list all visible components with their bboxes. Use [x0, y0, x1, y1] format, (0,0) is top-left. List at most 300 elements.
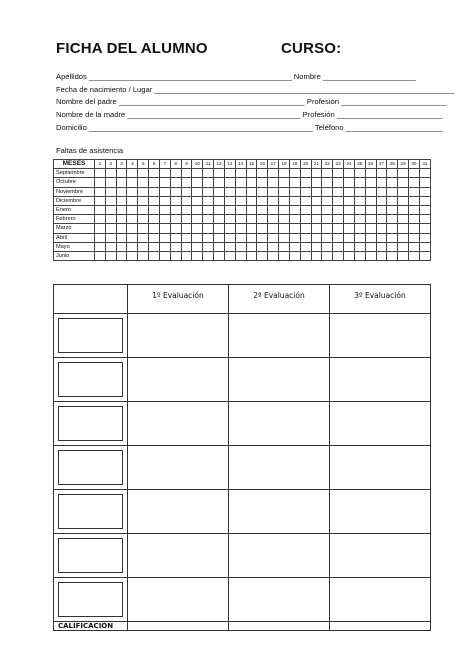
- attendance-cell[interactable]: [354, 252, 365, 261]
- attendance-cell[interactable]: [289, 242, 300, 251]
- attendance-cell[interactable]: [300, 215, 311, 224]
- attendance-cell[interactable]: [116, 252, 127, 261]
- attendance-cell[interactable]: [95, 169, 106, 178]
- domicilio-line[interactable]: _____________________________________________________: [88, 123, 313, 132]
- final-grade-cell[interactable]: [128, 622, 229, 631]
- attendance-cell[interactable]: [289, 233, 300, 242]
- attendance-cell[interactable]: [149, 215, 160, 224]
- attendance-cell[interactable]: [224, 242, 235, 251]
- attendance-cell[interactable]: [224, 187, 235, 196]
- attendance-cell[interactable]: [138, 187, 149, 196]
- attendance-cell[interactable]: [333, 187, 344, 196]
- attendance-cell[interactable]: [235, 178, 246, 187]
- attendance-cell[interactable]: [268, 252, 279, 261]
- attendance-cell[interactable]: [214, 196, 225, 205]
- attendance-cell[interactable]: [365, 196, 376, 205]
- attendance-cell[interactable]: [224, 233, 235, 242]
- attendance-cell[interactable]: [409, 178, 420, 187]
- attendance-cell[interactable]: [300, 196, 311, 205]
- attendance-cell[interactable]: [376, 196, 387, 205]
- attendance-cell[interactable]: [398, 187, 409, 196]
- attendance-cell[interactable]: [149, 233, 160, 242]
- attendance-cell[interactable]: [419, 215, 430, 224]
- attendance-cell[interactable]: [419, 196, 430, 205]
- attendance-cell[interactable]: [116, 187, 127, 196]
- attendance-cell[interactable]: [333, 215, 344, 224]
- attendance-cell[interactable]: [246, 233, 257, 242]
- attendance-cell[interactable]: [300, 187, 311, 196]
- attendance-cell[interactable]: [409, 233, 420, 242]
- attendance-cell[interactable]: [181, 242, 192, 251]
- subject-cell[interactable]: [54, 578, 128, 622]
- attendance-cell[interactable]: [235, 215, 246, 224]
- attendance-cell[interactable]: [181, 196, 192, 205]
- attendance-cell[interactable]: [170, 196, 181, 205]
- attendance-cell[interactable]: [268, 242, 279, 251]
- attendance-cell[interactable]: [138, 215, 149, 224]
- attendance-cell[interactable]: [419, 178, 430, 187]
- attendance-cell[interactable]: [138, 242, 149, 251]
- attendance-cell[interactable]: [333, 178, 344, 187]
- attendance-cell[interactable]: [279, 206, 290, 215]
- attendance-cell[interactable]: [246, 224, 257, 233]
- attendance-cell[interactable]: [289, 169, 300, 178]
- attendance-cell[interactable]: [170, 206, 181, 215]
- attendance-cell[interactable]: [409, 206, 420, 215]
- attendance-cell[interactable]: [311, 233, 322, 242]
- attendance-cell[interactable]: [300, 178, 311, 187]
- attendance-cell[interactable]: [268, 187, 279, 196]
- nacimiento-line[interactable]: _______________________________________________________________________: [154, 85, 455, 94]
- attendance-cell[interactable]: [246, 252, 257, 261]
- attendance-cell[interactable]: [365, 252, 376, 261]
- attendance-cell[interactable]: [246, 215, 257, 224]
- subject-box[interactable]: [58, 582, 123, 617]
- attendance-cell[interactable]: [344, 196, 355, 205]
- attendance-cell[interactable]: [365, 224, 376, 233]
- attendance-cell[interactable]: [279, 196, 290, 205]
- attendance-cell[interactable]: [95, 187, 106, 196]
- attendance-cell[interactable]: [257, 224, 268, 233]
- attendance-cell[interactable]: [311, 178, 322, 187]
- attendance-cell[interactable]: [365, 169, 376, 178]
- attendance-cell[interactable]: [344, 233, 355, 242]
- attendance-cell[interactable]: [149, 178, 160, 187]
- grade-cell[interactable]: [229, 314, 330, 358]
- attendance-cell[interactable]: [127, 233, 138, 242]
- attendance-cell[interactable]: [398, 252, 409, 261]
- attendance-cell[interactable]: [170, 215, 181, 224]
- grade-cell[interactable]: [330, 314, 431, 358]
- attendance-cell[interactable]: [419, 187, 430, 196]
- attendance-cell[interactable]: [224, 196, 235, 205]
- attendance-cell[interactable]: [246, 169, 257, 178]
- attendance-cell[interactable]: [376, 224, 387, 233]
- attendance-cell[interactable]: [311, 242, 322, 251]
- attendance-cell[interactable]: [376, 242, 387, 251]
- attendance-cell[interactable]: [116, 206, 127, 215]
- attendance-cell[interactable]: [300, 233, 311, 242]
- attendance-cell[interactable]: [289, 206, 300, 215]
- attendance-cell[interactable]: [192, 242, 203, 251]
- attendance-cell[interactable]: [224, 206, 235, 215]
- attendance-cell[interactable]: [344, 224, 355, 233]
- attendance-cell[interactable]: [138, 224, 149, 233]
- attendance-cell[interactable]: [257, 252, 268, 261]
- attendance-cell[interactable]: [192, 215, 203, 224]
- attendance-cell[interactable]: [149, 206, 160, 215]
- attendance-cell[interactable]: [159, 196, 170, 205]
- attendance-cell[interactable]: [95, 224, 106, 233]
- attendance-cell[interactable]: [214, 242, 225, 251]
- attendance-cell[interactable]: [203, 169, 214, 178]
- attendance-cell[interactable]: [246, 242, 257, 251]
- attendance-cell[interactable]: [192, 206, 203, 215]
- attendance-cell[interactable]: [127, 252, 138, 261]
- attendance-cell[interactable]: [105, 242, 116, 251]
- attendance-cell[interactable]: [387, 242, 398, 251]
- attendance-cell[interactable]: [344, 187, 355, 196]
- attendance-cell[interactable]: [300, 242, 311, 251]
- attendance-cell[interactable]: [409, 187, 420, 196]
- attendance-cell[interactable]: [365, 233, 376, 242]
- attendance-cell[interactable]: [138, 178, 149, 187]
- attendance-cell[interactable]: [181, 215, 192, 224]
- attendance-cell[interactable]: [409, 169, 420, 178]
- grade-cell[interactable]: [229, 358, 330, 402]
- attendance-cell[interactable]: [333, 196, 344, 205]
- attendance-cell[interactable]: [127, 206, 138, 215]
- grade-cell[interactable]: [330, 446, 431, 490]
- nombre-line[interactable]: ______________________: [322, 72, 416, 81]
- attendance-cell[interactable]: [214, 206, 225, 215]
- attendance-cell[interactable]: [387, 169, 398, 178]
- attendance-cell[interactable]: [105, 169, 116, 178]
- attendance-cell[interactable]: [235, 233, 246, 242]
- grade-cell[interactable]: [128, 578, 229, 622]
- attendance-cell[interactable]: [159, 242, 170, 251]
- attendance-cell[interactable]: [322, 206, 333, 215]
- attendance-cell[interactable]: [419, 206, 430, 215]
- apellidos-line[interactable]: ________________________________________________: [88, 72, 292, 81]
- attendance-cell[interactable]: [419, 233, 430, 242]
- attendance-cell[interactable]: [127, 224, 138, 233]
- attendance-cell[interactable]: [105, 215, 116, 224]
- attendance-cell[interactable]: [268, 178, 279, 187]
- attendance-cell[interactable]: [344, 169, 355, 178]
- attendance-cell[interactable]: [170, 178, 181, 187]
- attendance-cell[interactable]: [279, 178, 290, 187]
- attendance-cell[interactable]: [149, 187, 160, 196]
- attendance-cell[interactable]: [398, 233, 409, 242]
- attendance-cell[interactable]: [203, 233, 214, 242]
- attendance-cell[interactable]: [159, 178, 170, 187]
- attendance-cell[interactable]: [365, 206, 376, 215]
- attendance-cell[interactable]: [203, 196, 214, 205]
- attendance-cell[interactable]: [116, 224, 127, 233]
- attendance-cell[interactable]: [181, 178, 192, 187]
- attendance-cell[interactable]: [354, 206, 365, 215]
- grade-cell[interactable]: [330, 534, 431, 578]
- attendance-cell[interactable]: [95, 252, 106, 261]
- attendance-cell[interactable]: [344, 206, 355, 215]
- attendance-cell[interactable]: [192, 178, 203, 187]
- attendance-cell[interactable]: [203, 206, 214, 215]
- attendance-cell[interactable]: [311, 206, 322, 215]
- grade-cell[interactable]: [229, 402, 330, 446]
- attendance-cell[interactable]: [279, 252, 290, 261]
- grade-cell[interactable]: [128, 314, 229, 358]
- attendance-cell[interactable]: [170, 242, 181, 251]
- attendance-cell[interactable]: [224, 252, 235, 261]
- attendance-cell[interactable]: [203, 178, 214, 187]
- grade-cell[interactable]: [229, 446, 330, 490]
- attendance-cell[interactable]: [214, 178, 225, 187]
- attendance-cell[interactable]: [365, 242, 376, 251]
- attendance-cell[interactable]: [192, 187, 203, 196]
- attendance-cell[interactable]: [95, 206, 106, 215]
- final-grade-cell[interactable]: [229, 622, 330, 631]
- attendance-cell[interactable]: [376, 187, 387, 196]
- attendance-cell[interactable]: [192, 196, 203, 205]
- subject-cell[interactable]: [54, 402, 128, 446]
- attendance-cell[interactable]: [203, 187, 214, 196]
- attendance-cell[interactable]: [311, 169, 322, 178]
- madre-line[interactable]: _________________________________________: [127, 110, 301, 119]
- attendance-cell[interactable]: [203, 242, 214, 251]
- attendance-cell[interactable]: [235, 252, 246, 261]
- grade-cell[interactable]: [128, 358, 229, 402]
- attendance-cell[interactable]: [300, 206, 311, 215]
- attendance-cell[interactable]: [138, 252, 149, 261]
- attendance-cell[interactable]: [224, 169, 235, 178]
- attendance-cell[interactable]: [268, 196, 279, 205]
- attendance-cell[interactable]: [214, 252, 225, 261]
- attendance-cell[interactable]: [289, 215, 300, 224]
- attendance-cell[interactable]: [127, 178, 138, 187]
- attendance-cell[interactable]: [257, 233, 268, 242]
- attendance-cell[interactable]: [181, 206, 192, 215]
- grade-cell[interactable]: [229, 578, 330, 622]
- attendance-cell[interactable]: [279, 215, 290, 224]
- attendance-cell[interactable]: [333, 224, 344, 233]
- subject-cell[interactable]: [54, 314, 128, 358]
- attendance-cell[interactable]: [387, 178, 398, 187]
- attendance-cell[interactable]: [203, 215, 214, 224]
- attendance-cell[interactable]: [127, 187, 138, 196]
- attendance-cell[interactable]: [398, 169, 409, 178]
- attendance-cell[interactable]: [181, 169, 192, 178]
- attendance-cell[interactable]: [95, 233, 106, 242]
- attendance-cell[interactable]: [268, 206, 279, 215]
- attendance-cell[interactable]: [279, 233, 290, 242]
- attendance-cell[interactable]: [224, 178, 235, 187]
- attendance-cell[interactable]: [376, 215, 387, 224]
- grade-cell[interactable]: [330, 578, 431, 622]
- attendance-cell[interactable]: [149, 169, 160, 178]
- attendance-cell[interactable]: [333, 252, 344, 261]
- attendance-cell[interactable]: [344, 252, 355, 261]
- attendance-cell[interactable]: [398, 242, 409, 251]
- attendance-cell[interactable]: [170, 224, 181, 233]
- attendance-cell[interactable]: [344, 178, 355, 187]
- attendance-cell[interactable]: [95, 196, 106, 205]
- attendance-cell[interactable]: [95, 242, 106, 251]
- attendance-cell[interactable]: [311, 215, 322, 224]
- attendance-cell[interactable]: [365, 178, 376, 187]
- attendance-cell[interactable]: [289, 196, 300, 205]
- attendance-cell[interactable]: [376, 233, 387, 242]
- attendance-cell[interactable]: [138, 169, 149, 178]
- attendance-cell[interactable]: [387, 196, 398, 205]
- attendance-cell[interactable]: [95, 215, 106, 224]
- attendance-cell[interactable]: [159, 215, 170, 224]
- attendance-cell[interactable]: [289, 224, 300, 233]
- attendance-cell[interactable]: [105, 224, 116, 233]
- subject-cell[interactable]: [54, 490, 128, 534]
- attendance-cell[interactable]: [138, 196, 149, 205]
- attendance-cell[interactable]: [322, 187, 333, 196]
- attendance-cell[interactable]: [95, 178, 106, 187]
- attendance-cell[interactable]: [181, 233, 192, 242]
- attendance-cell[interactable]: [333, 242, 344, 251]
- attendance-cell[interactable]: [116, 178, 127, 187]
- attendance-cell[interactable]: [398, 224, 409, 233]
- attendance-cell[interactable]: [387, 187, 398, 196]
- attendance-cell[interactable]: [257, 215, 268, 224]
- attendance-cell[interactable]: [116, 233, 127, 242]
- attendance-cell[interactable]: [376, 169, 387, 178]
- attendance-cell[interactable]: [105, 178, 116, 187]
- subject-box[interactable]: [58, 318, 123, 353]
- attendance-cell[interactable]: [181, 224, 192, 233]
- attendance-cell[interactable]: [170, 233, 181, 242]
- attendance-cell[interactable]: [409, 215, 420, 224]
- grade-cell[interactable]: [330, 490, 431, 534]
- attendance-cell[interactable]: [322, 196, 333, 205]
- attendance-cell[interactable]: [149, 196, 160, 205]
- attendance-cell[interactable]: [354, 187, 365, 196]
- attendance-cell[interactable]: [419, 252, 430, 261]
- attendance-cell[interactable]: [257, 187, 268, 196]
- attendance-cell[interactable]: [322, 252, 333, 261]
- attendance-cell[interactable]: [105, 187, 116, 196]
- attendance-cell[interactable]: [398, 196, 409, 205]
- attendance-cell[interactable]: [322, 242, 333, 251]
- attendance-cell[interactable]: [257, 242, 268, 251]
- subject-box[interactable]: [58, 406, 123, 441]
- grade-cell[interactable]: [128, 490, 229, 534]
- attendance-cell[interactable]: [149, 224, 160, 233]
- attendance-cell[interactable]: [127, 169, 138, 178]
- attendance-cell[interactable]: [409, 242, 420, 251]
- telefono-line[interactable]: _______________________: [345, 123, 443, 132]
- attendance-cell[interactable]: [116, 169, 127, 178]
- attendance-cell[interactable]: [181, 187, 192, 196]
- subject-cell[interactable]: [54, 534, 128, 578]
- attendance-cell[interactable]: [311, 196, 322, 205]
- attendance-cell[interactable]: [365, 215, 376, 224]
- attendance-cell[interactable]: [354, 178, 365, 187]
- attendance-cell[interactable]: [159, 252, 170, 261]
- subject-cell[interactable]: [54, 358, 128, 402]
- attendance-cell[interactable]: [170, 252, 181, 261]
- attendance-cell[interactable]: [127, 242, 138, 251]
- attendance-cell[interactable]: [387, 206, 398, 215]
- grade-cell[interactable]: [128, 534, 229, 578]
- attendance-cell[interactable]: [398, 178, 409, 187]
- attendance-cell[interactable]: [354, 169, 365, 178]
- attendance-cell[interactable]: [398, 206, 409, 215]
- attendance-cell[interactable]: [246, 178, 257, 187]
- attendance-cell[interactable]: [224, 215, 235, 224]
- attendance-cell[interactable]: [116, 196, 127, 205]
- attendance-cell[interactable]: [116, 215, 127, 224]
- attendance-cell[interactable]: [159, 233, 170, 242]
- attendance-cell[interactable]: [322, 233, 333, 242]
- attendance-cell[interactable]: [268, 224, 279, 233]
- attendance-cell[interactable]: [105, 206, 116, 215]
- grade-cell[interactable]: [229, 490, 330, 534]
- attendance-cell[interactable]: [322, 178, 333, 187]
- attendance-cell[interactable]: [235, 224, 246, 233]
- attendance-cell[interactable]: [214, 224, 225, 233]
- attendance-cell[interactable]: [235, 206, 246, 215]
- attendance-cell[interactable]: [354, 215, 365, 224]
- attendance-cell[interactable]: [257, 196, 268, 205]
- attendance-cell[interactable]: [344, 242, 355, 251]
- attendance-cell[interactable]: [257, 169, 268, 178]
- attendance-cell[interactable]: [279, 187, 290, 196]
- attendance-cell[interactable]: [354, 233, 365, 242]
- attendance-cell[interactable]: [344, 215, 355, 224]
- attendance-cell[interactable]: [127, 215, 138, 224]
- attendance-cell[interactable]: [224, 224, 235, 233]
- attendance-cell[interactable]: [376, 178, 387, 187]
- attendance-cell[interactable]: [246, 196, 257, 205]
- attendance-cell[interactable]: [419, 169, 430, 178]
- attendance-cell[interactable]: [365, 187, 376, 196]
- attendance-cell[interactable]: [268, 215, 279, 224]
- attendance-cell[interactable]: [279, 242, 290, 251]
- attendance-cell[interactable]: [300, 224, 311, 233]
- attendance-cell[interactable]: [354, 242, 365, 251]
- attendance-cell[interactable]: [333, 233, 344, 242]
- attendance-cell[interactable]: [257, 178, 268, 187]
- attendance-cell[interactable]: [138, 233, 149, 242]
- attendance-cell[interactable]: [214, 233, 225, 242]
- attendance-cell[interactable]: [289, 252, 300, 261]
- attendance-cell[interactable]: [268, 169, 279, 178]
- attendance-cell[interactable]: [387, 215, 398, 224]
- attendance-cell[interactable]: [192, 233, 203, 242]
- attendance-cell[interactable]: [311, 224, 322, 233]
- grade-cell[interactable]: [330, 402, 431, 446]
- grade-cell[interactable]: [128, 446, 229, 490]
- attendance-cell[interactable]: [387, 252, 398, 261]
- attendance-cell[interactable]: [300, 169, 311, 178]
- attendance-cell[interactable]: [333, 169, 344, 178]
- attendance-cell[interactable]: [322, 169, 333, 178]
- profesion-madre-line[interactable]: _________________________: [336, 110, 443, 119]
- attendance-cell[interactable]: [268, 233, 279, 242]
- attendance-cell[interactable]: [149, 252, 160, 261]
- subject-box[interactable]: [58, 538, 123, 573]
- attendance-cell[interactable]: [257, 206, 268, 215]
- attendance-cell[interactable]: [149, 242, 160, 251]
- grade-cell[interactable]: [128, 402, 229, 446]
- attendance-cell[interactable]: [116, 242, 127, 251]
